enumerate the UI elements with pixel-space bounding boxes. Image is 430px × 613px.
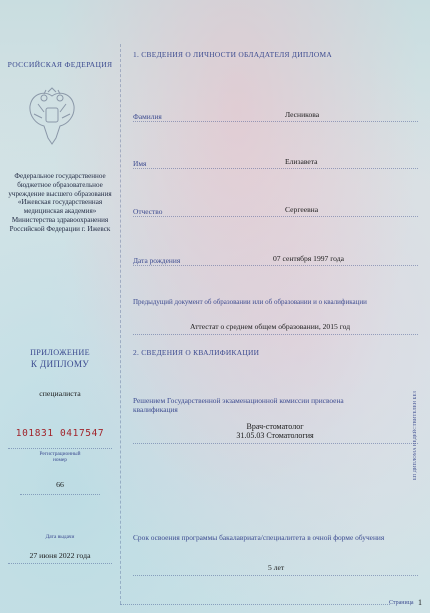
patronymic-value: Сергеевна <box>285 205 319 214</box>
appendix-title <box>0 348 120 371</box>
duration-value: 5 лет <box>268 563 285 572</box>
prev-doc-label: Предыдущий документ об образовании или об образовании и о квалификации <box>133 298 367 306</box>
section-2-title: 2. СВЕДЕНИЯ О КВАЛИФИКАЦИИ <box>133 348 260 357</box>
surname-value: Лесникова <box>285 110 320 119</box>
institution-text: Федеральное государственное бюджетное образовательное учреждение высшего образования «Ижевская государственная медицинская академия» Министерства здравоохранения Российской Федерации г. Ижевск <box>8 172 112 233</box>
section-1-title: 1. СВЕДЕНИЯ О ЛИЧНОСТИ ОБЛАДАТЕЛЯ ДИПЛОМА <box>133 50 332 59</box>
reg-number-label: Регистрационный номер <box>39 451 81 464</box>
serial-underline <box>8 448 112 449</box>
institution-name <box>4 172 116 233</box>
degree-type: специалиста <box>39 389 81 398</box>
qualification-decision-label: Решением Государственной экзаменационной комиссии присвоена квалификация <box>133 396 344 415</box>
qualification-line-2: 31.05.03 Стоматология <box>236 431 314 440</box>
name-value: Елизавета <box>285 157 318 166</box>
issue-date-label: Дата выдачи <box>45 534 75 540</box>
reg-number-underline <box>20 494 100 495</box>
reg-number: 66 <box>56 480 64 489</box>
duration-label: Срок освоения программы бакалавриата/специалитета в очной форме обучения <box>133 533 385 542</box>
qualification-line-1: Врач-стоматолог <box>246 422 304 431</box>
prev-doc-value: Аттестат о среднем общем образовании, 2015 год <box>190 322 351 331</box>
prev-doc-underline <box>133 334 418 335</box>
dob-value: 07 сентября 1997 года <box>273 254 344 263</box>
name-label: Имя <box>133 159 147 168</box>
country-text: РОССИЙСКАЯ ФЕДЕРАЦИЯ <box>7 60 113 69</box>
side-vertical-text: БП ДИПЛОМА НЕДЕЙСТВИТЕЛЕН БЕЗ <box>412 390 417 480</box>
page-bottom-line <box>120 604 390 605</box>
duration-underline <box>133 575 418 576</box>
surname-underline <box>133 121 418 122</box>
page-label: Страница <box>389 600 414 606</box>
qualification-underline <box>133 443 418 444</box>
column-divider <box>120 44 121 604</box>
issue-date-underline <box>8 563 112 564</box>
coat-of-arms-icon <box>24 86 80 150</box>
country-name <box>0 60 120 69</box>
page-number: 1 <box>418 598 422 607</box>
issue-date: 27 июня 2022 года <box>29 551 91 560</box>
appendix-line-2: К ДИПЛОМУ <box>30 358 90 369</box>
appendix-line-1: ПРИЛОЖЕНИЕ <box>30 348 90 357</box>
serial-number: 101831 0417547 <box>15 428 105 439</box>
dob-label: Дата рождения <box>133 256 181 265</box>
patronymic-label: Отчество <box>133 207 163 216</box>
surname-label: Фамилия <box>133 112 162 121</box>
dob-underline <box>133 265 418 266</box>
patronymic-underline <box>133 216 418 217</box>
name-underline <box>133 168 418 169</box>
